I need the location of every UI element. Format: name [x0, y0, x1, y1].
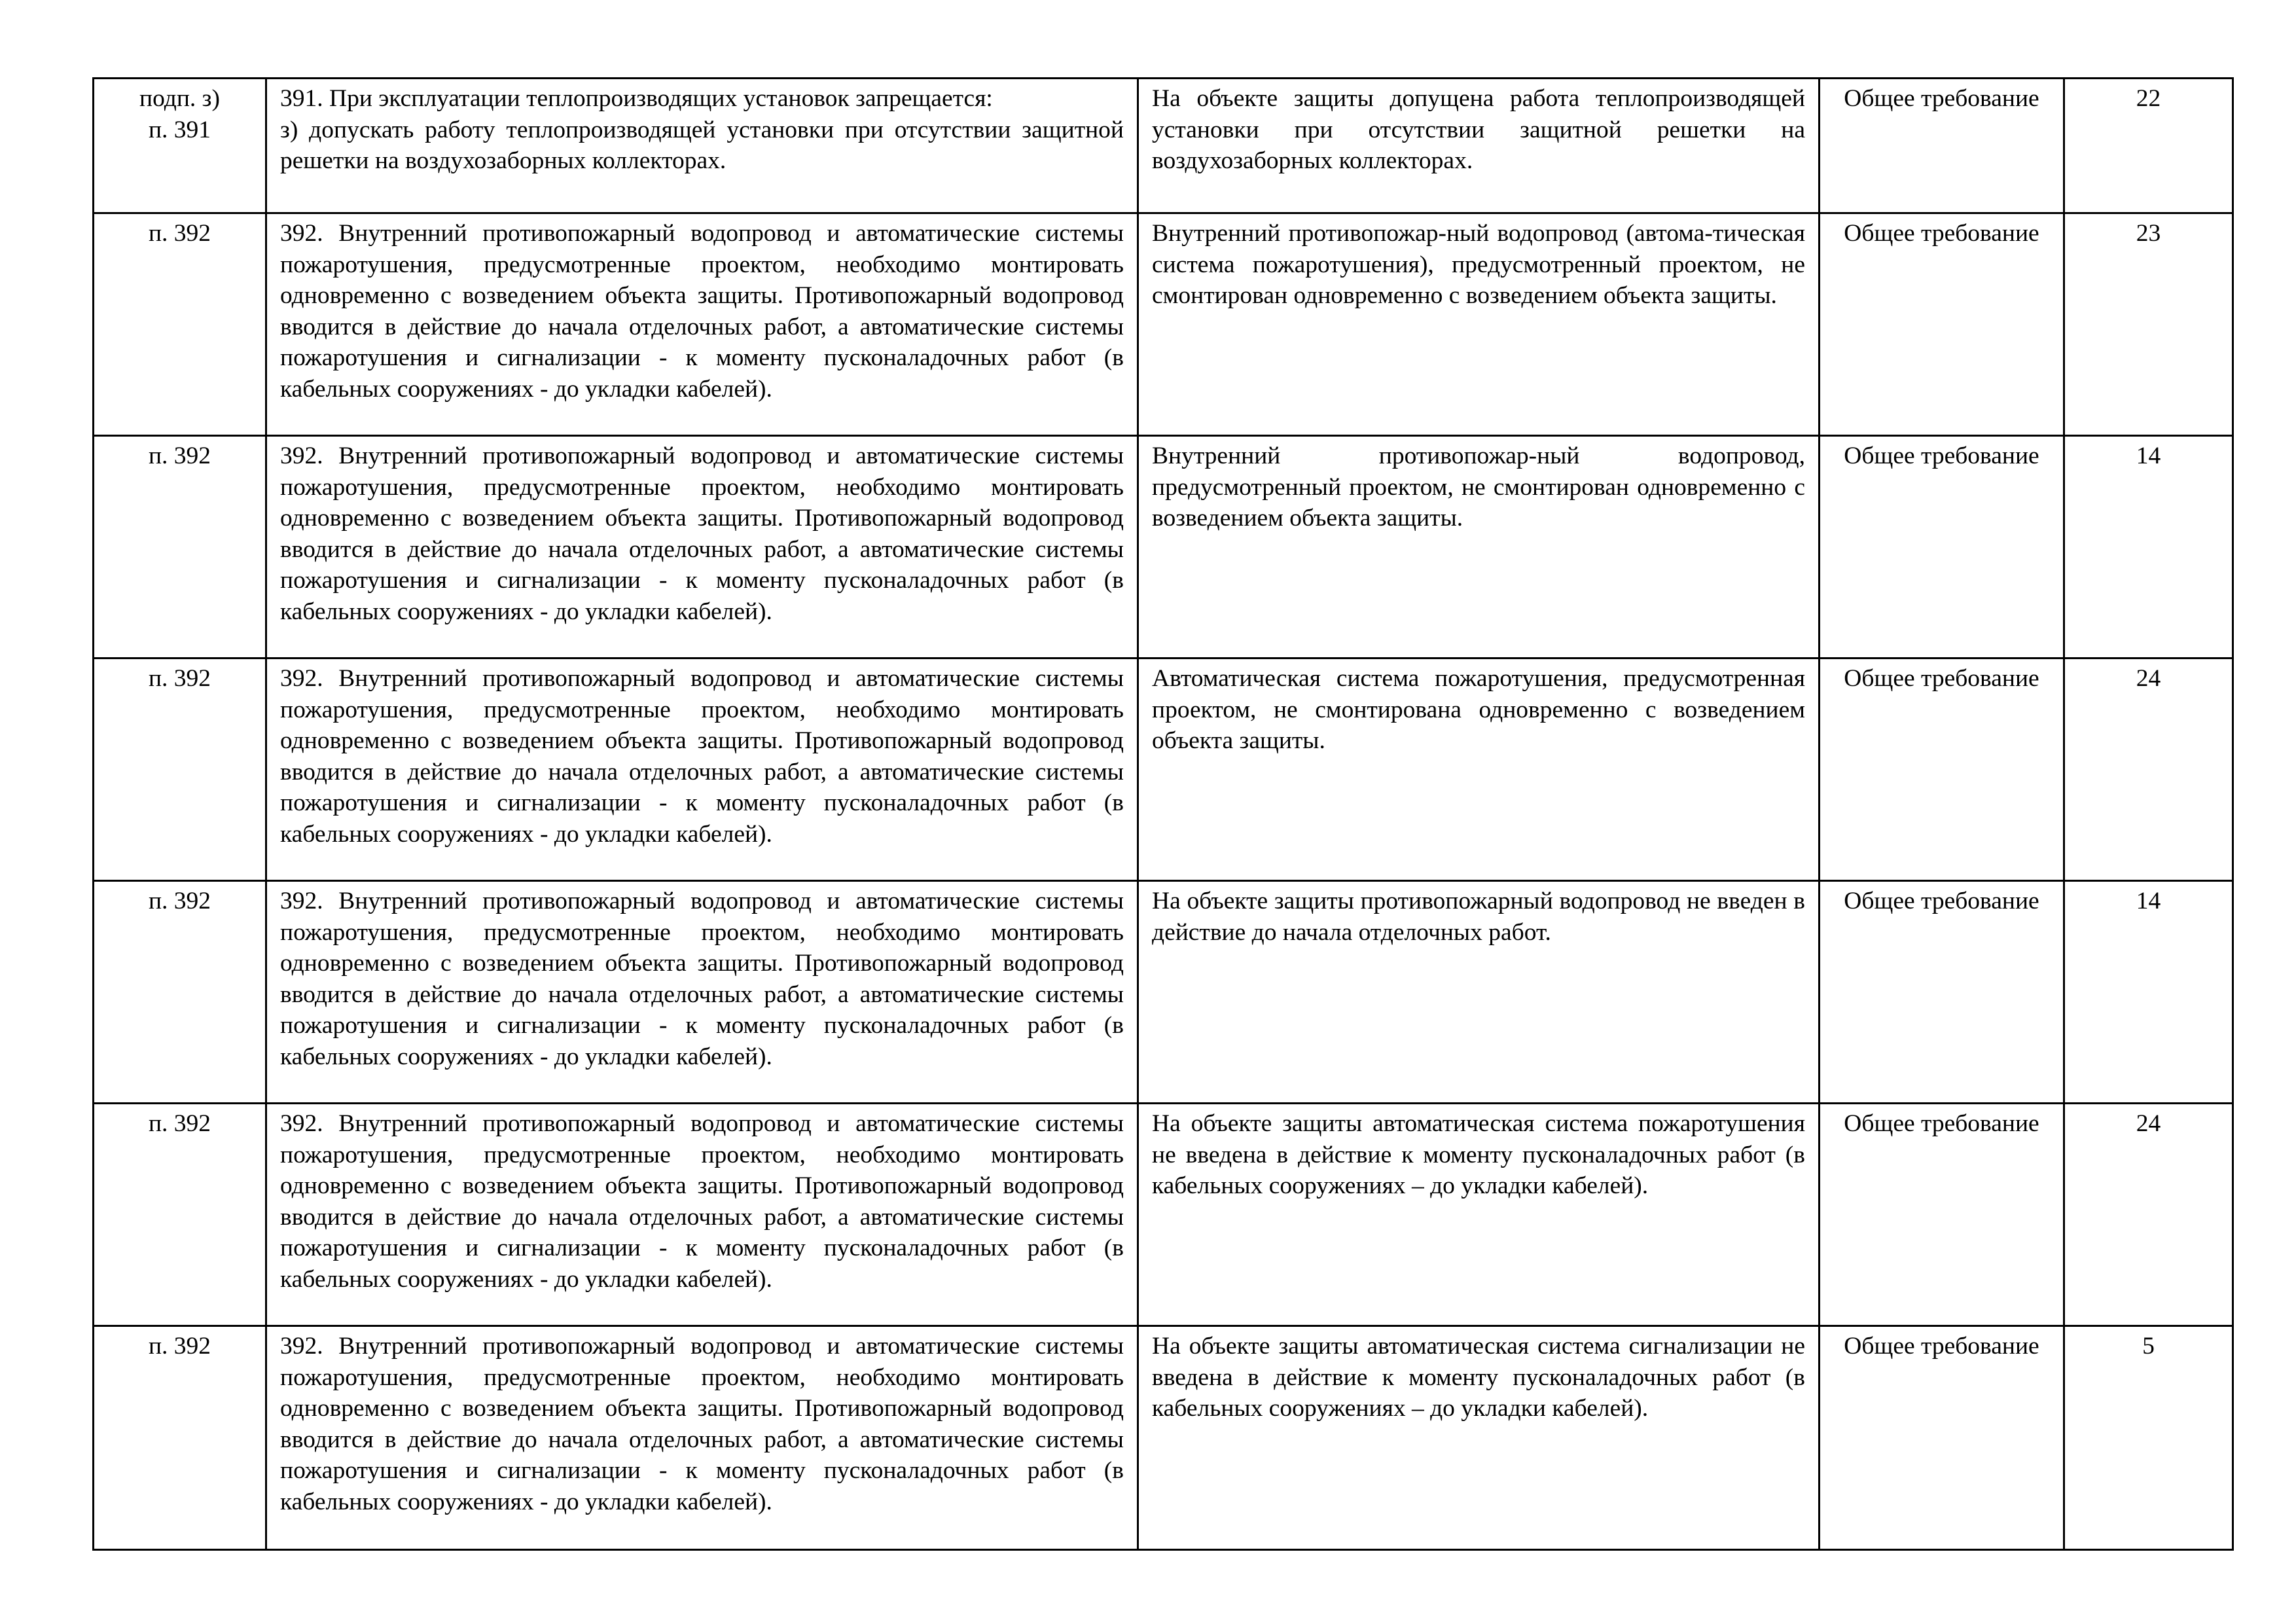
requirement-category-cell: Общее требование	[1820, 1104, 2064, 1326]
norm-reference-cell: п. 392	[94, 436, 266, 659]
requirement-text-cell: 392. Внутренний противопожарный водопровод и автоматические системы пожаротушения, предусмотренные проектом, необходимо монтировать одновременно с возведением объекта защиты. Противопожарный водопровод вводится в действие до начала отделочных работ, а автоматические системы пожаротушения и сигнализации - к моменту пусконаладочных работ (в кабельных сооружениях - до укладки кабелей).	[266, 1104, 1138, 1326]
requirement-category-cell: Общее требование	[1820, 659, 2064, 881]
violation-text-cell: На объекте защиты противопожарный водопровод не введен в действие до начала отделочных работ.	[1138, 881, 1820, 1104]
requirement-text-cell	[266, 79, 1138, 213]
requirement-text-line: 391. При эксплуатации теплопроизводящих установок запрещается: з) допускать работу теплопроизводящей установки при отсутствии защитной решетки на воздухозаборных коллекторах.	[280, 85, 1124, 175]
table-row	[94, 213, 2233, 436]
norm-reference-cell: п. 392	[94, 1104, 266, 1326]
row-number-cell: 23	[2064, 213, 2233, 436]
requirement-text-cell: 392. Внутренний противопожарный водопровод и автоматические системы пожаротушения, предусмотренные проектом, необходимо монтировать одновременно с возведением объекта защиты. Противопожарный водопровод вводится в действие до начала отделочных работ, а автоматические системы пожаротушения и сигнализации - к моменту пусконаладочных работ (в кабельных сооружениях - до укладки кабелей).	[266, 659, 1138, 881]
row-number-cell: 22	[2064, 79, 2233, 213]
violation-text-cell: Внутренний противопожар-ный водопровод (автома-тическая система пожаротушения), предусмотренный проектом, не смонтирован одновременно с возведением объекта защиты.	[1138, 213, 1820, 436]
requirement-text-cell: 392. Внутренний противопожарный водопровод и автоматические системы пожаротушения, предусмотренные проектом, необходимо монтировать одновременно с возведением объекта защиты. Противопожарный водопровод вводится в действие до начала отделочных работ, а автоматические системы пожаротушения и сигнализации - к моменту пусконаладочных работ (в кабельных сооружениях - до укладки кабелей).	[266, 881, 1138, 1104]
requirement-text-cell: 392. Внутренний противопожарный водопровод и автоматические системы пожаротушения, предусмотренные проектом, необходимо монтировать одновременно с возведением объекта защиты. Противопожарный водопровод вводится в действие до начала отделочных работ, а автоматические системы пожаротушения и сигнализации - к моменту пусконаладочных работ (в кабельных сооружениях - до укладки кабелей).	[266, 1326, 1138, 1550]
table-row	[94, 436, 2233, 659]
requirement-category-cell: Общее требование	[1820, 436, 2064, 659]
norm-reference-line: подп. з) п. 391	[139, 85, 220, 143]
requirement-text-cell: 392. Внутренний противопожарный водопровод и автоматические системы пожаротушения, предусмотренные проектом, необходимо монтировать одновременно с возведением объекта защиты. Противопожарный водопровод вводится в действие до начала отделочных работ, а автоматические системы пожаротушения и сигнализации - к моменту пусконаладочных работ (в кабельных сооружениях - до укладки кабелей).	[266, 213, 1138, 436]
requirements-table-body	[94, 79, 2233, 1550]
table-row	[94, 659, 2233, 881]
norm-reference-cell: п. 392	[94, 659, 266, 881]
table-row	[94, 1104, 2233, 1326]
requirement-category-cell: Общее требование	[1820, 881, 2064, 1104]
table-row	[94, 881, 2233, 1104]
requirement-text-cell: 392. Внутренний противопожарный водопровод и автоматические системы пожаротушения, предусмотренные проектом, необходимо монтировать одновременно с возведением объекта защиты. Противопожарный водопровод вводится в действие до начала отделочных работ, а автоматические системы пожаротушения и сигнализации - к моменту пусконаладочных работ (в кабельных сооружениях - до укладки кабелей).	[266, 436, 1138, 659]
violation-text-cell: Автоматическая система пожаротушения, предусмотренная проектом, не смонтирована одновременно с возведением объекта защиты.	[1138, 659, 1820, 881]
requirements-table	[92, 77, 2234, 1551]
document-page	[92, 77, 2232, 1551]
norm-reference-cell: п. 392	[94, 881, 266, 1104]
violation-text-cell: На объекте защиты автоматическая система сигнализации не введена в действие к моменту пусконаладочных работ (в кабельных сооружениях – до укладки кабелей).	[1138, 1326, 1820, 1550]
norm-reference-cell	[94, 79, 266, 213]
row-number-cell: 24	[2064, 659, 2233, 881]
row-number-cell: 14	[2064, 436, 2233, 659]
table-row	[94, 1326, 2233, 1550]
row-number-cell: 24	[2064, 1104, 2233, 1326]
norm-reference-cell: п. 392	[94, 1326, 266, 1550]
table-row	[94, 79, 2233, 213]
violation-text-cell: На объекте защиты автоматическая система пожаротушения не введена в действие к моменту пусконаладочных работ (в кабельных сооружениях – до укладки кабелей).	[1138, 1104, 1820, 1326]
violation-text-cell: На объекте защиты допущена работа теплопроизводящей установки при отсутствии защитной решетки на воздухозаборных коллекторах.	[1138, 79, 1820, 213]
requirement-category-cell: Общее требование	[1820, 213, 2064, 436]
row-number-cell: 14	[2064, 881, 2233, 1104]
requirement-category-cell: Общее требование	[1820, 1326, 2064, 1550]
violation-text-cell: Внутренний противопожар-ный водопровод, предусмотренный проектом, не смонтирован одновременно с возведением объекта защиты.	[1138, 436, 1820, 659]
norm-reference-cell: п. 392	[94, 213, 266, 436]
row-number-cell: 5	[2064, 1326, 2233, 1550]
requirement-category-cell: Общее требование	[1820, 79, 2064, 213]
